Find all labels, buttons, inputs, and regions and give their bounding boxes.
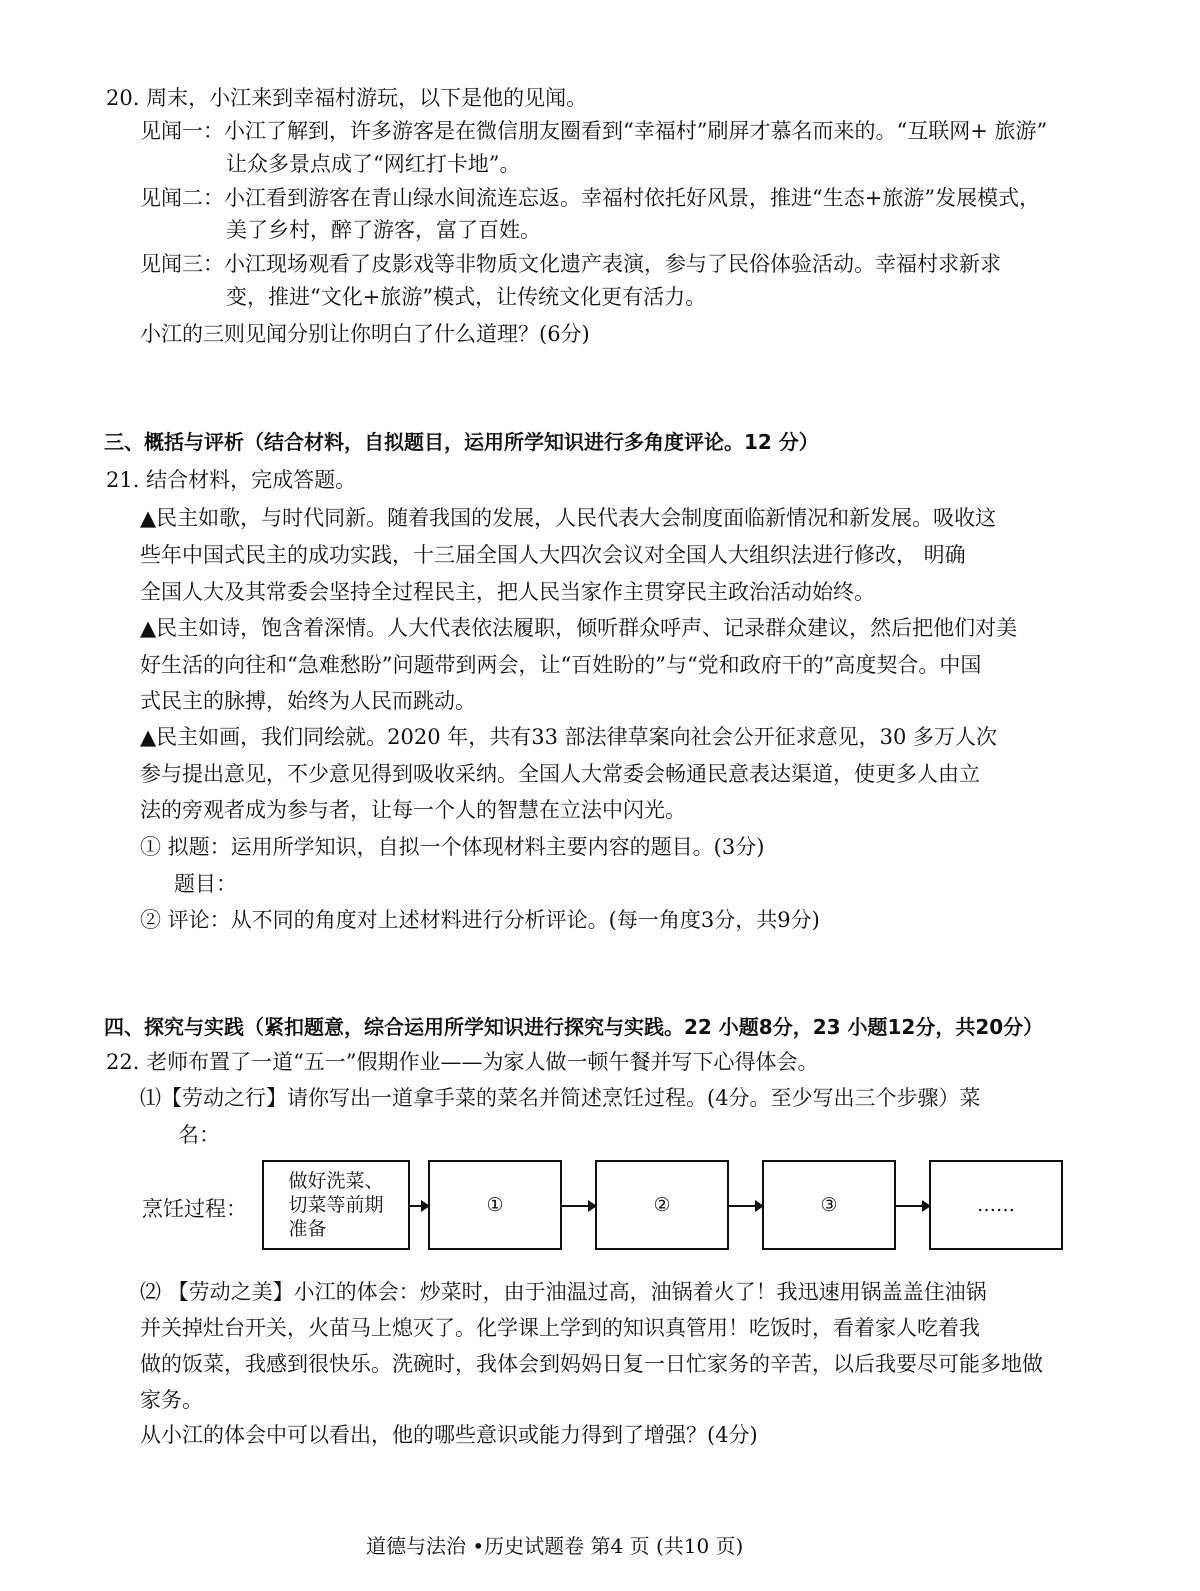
q21-para1-line1: ▲民主如歌，与时代同新。随着我国的发展，人民代表大会制度面临新情况和新发展。吸收这 (140, 506, 997, 530)
q21-para2-line3: 式民主的脉搏，始终为人民而跳动。 (140, 689, 476, 713)
flow-label: 烹饪过程： (142, 1197, 247, 1221)
q21-para3-line1: ▲民主如画，我们同绘就。2020 年，共有33 部法律草案向社会公开征求意见，30 多万人次 (140, 725, 998, 749)
flow-box-prep-line1: 做好洗菜、 (288, 1170, 384, 1192)
q22-sub1-line2: 名： (178, 1123, 220, 1147)
q21-para2-line2: 好生活的向往和“急难愁盼”问题带到两会，让“百姓盼的”与“党和政府干的”高度契合。中国 (140, 653, 982, 677)
q21-sub2: ② 评论：从不同的角度对上述材料进行分析评论。(每一角度3分，共9分) (140, 908, 820, 932)
flow-box-step1-label: ① (486, 1194, 504, 1216)
flow-box-step3 (762, 1160, 896, 1250)
flow-box-step1 (428, 1160, 562, 1250)
q21-para1-line3: 全国人大及其常委会坚持全过程民主，把人民当家作主贯穿民主政治活动始终。 (140, 580, 875, 604)
q21-stem: 21. 结合材料，完成答题。 (106, 468, 357, 492)
q20-stem: 20. 周末，小江来到幸福村游玩，以下是他的见闻。 (106, 86, 588, 110)
flow-box-more-label: …… (977, 1194, 1015, 1216)
flow-box-more (929, 1160, 1063, 1250)
flow-arrow-3 (729, 1205, 762, 1207)
q22-sub2-line2: 并关掉灶台开关，火苗马上熄灭了。化学课上学到的知识真管用！吃饭时，看着家人吃着我 (140, 1316, 980, 1340)
q22-stem: 22. 老师布置了一道“五一”假期作业——为家人做一顿午餐并写下心得体会。 (106, 1050, 819, 1074)
q21-sub1-answer-label: 题目： (174, 872, 237, 896)
q21-para3-line2: 参与提出意见，不少意见得到吸收采纳。全国人大常委会畅通民意表达渠道，使更多人由立 (140, 762, 980, 786)
q21-para3-line3: 法的旁观者成为参与者，让每一个人的智慧在立法中闪光。 (140, 798, 686, 822)
q21-para1-line2: 些年中国式民主的成功实践，十三届全国人大四次会议对全国人大组织法进行修改， 明确 (140, 543, 966, 567)
flow-box-step3-label: ③ (820, 1194, 838, 1216)
q22-sub2-line3: 做的饭菜，我感到很快乐。洗碗时，我体会到妈妈日复一日忙家务的辛苦，以后我要尽可能多地做 (140, 1352, 1043, 1376)
q20-item2-line2: 美了乡村，醉了游客，富了百姓。 (226, 218, 541, 242)
flow-arrow-1 (410, 1205, 428, 1207)
q20-item3-line2: 变，推进“文化+旅游”模式，让传统文化更有活力。 (226, 285, 707, 309)
q22-question: 从小江的体会中可以看出，他的哪些意识或能力得到了增强？(4分) (140, 1423, 758, 1447)
q20-question: 小江的三则见闻分别让你明白了什么道理？(6分) (140, 322, 590, 346)
flow-arrow-2 (562, 1205, 595, 1207)
flow-arrow-4 (896, 1205, 929, 1207)
q21-para2-line1: ▲民主如诗，饱含着深情。人大代表依法履职，倾听群众呼声、记录群众建议，然后把他们对美 (140, 616, 1018, 640)
q20-item3-line1: 见闻三：小江现场观看了皮影戏等非物质文化遗产表演，参与了民俗体验活动。幸福村求新求 (140, 252, 1001, 276)
q20-item1-line2: 让众多景点成了“网红打卡地”。 (226, 152, 521, 176)
q22-sub2-line1: ⑵ 【劳动之美】小江的体会：炒菜时，由于油温过高，油锅着火了！我迅速用锅盖盖住油锅 (140, 1280, 987, 1304)
flow-box-prep (262, 1160, 410, 1250)
flow-box-prep-line3: 准备 (288, 1218, 327, 1240)
q21-sub1: ① 拟题：运用所学知识，自拟一个体现材料主要内容的题目。(3分) (140, 835, 765, 859)
q22-sub2-line4: 家务。 (140, 1388, 203, 1412)
section4-heading: 四、探究与实践（紧扣题意，综合运用所学知识进行探究与实践。22 小题8分，23 小题12分，共20分） (104, 1015, 1044, 1039)
q20-item2-line1: 见闻二：小江看到游客在青山绿水间流连忘返。幸福村依托好风景，推进“生态+旅游”发展模式， (140, 186, 1041, 210)
flow-box-step2-label: ② (653, 1194, 671, 1216)
flow-box-prep-line2: 切菜等前期 (288, 1194, 384, 1216)
flow-box-step2 (595, 1160, 729, 1250)
q20-item1-line1: 见闻一：小江了解到，许多游客是在微信朋友圈看到“幸福村”刷屏才慕名而来的。“互联网+ 旅游” (140, 119, 1048, 143)
section3-heading: 三、概括与评析（结合材料，自拟题目，运用所学知识进行多角度评论。12 分） (104, 430, 819, 454)
q22-sub1-line1: ⑴【劳动之行】请你写出一道拿手菜的菜名并简述烹饪过程。(4分。至少写出三个步骤）菜 (140, 1086, 981, 1110)
page-footer: 道德与法治 •历史试题卷 第4 页 (共10 页) (366, 1534, 744, 1558)
